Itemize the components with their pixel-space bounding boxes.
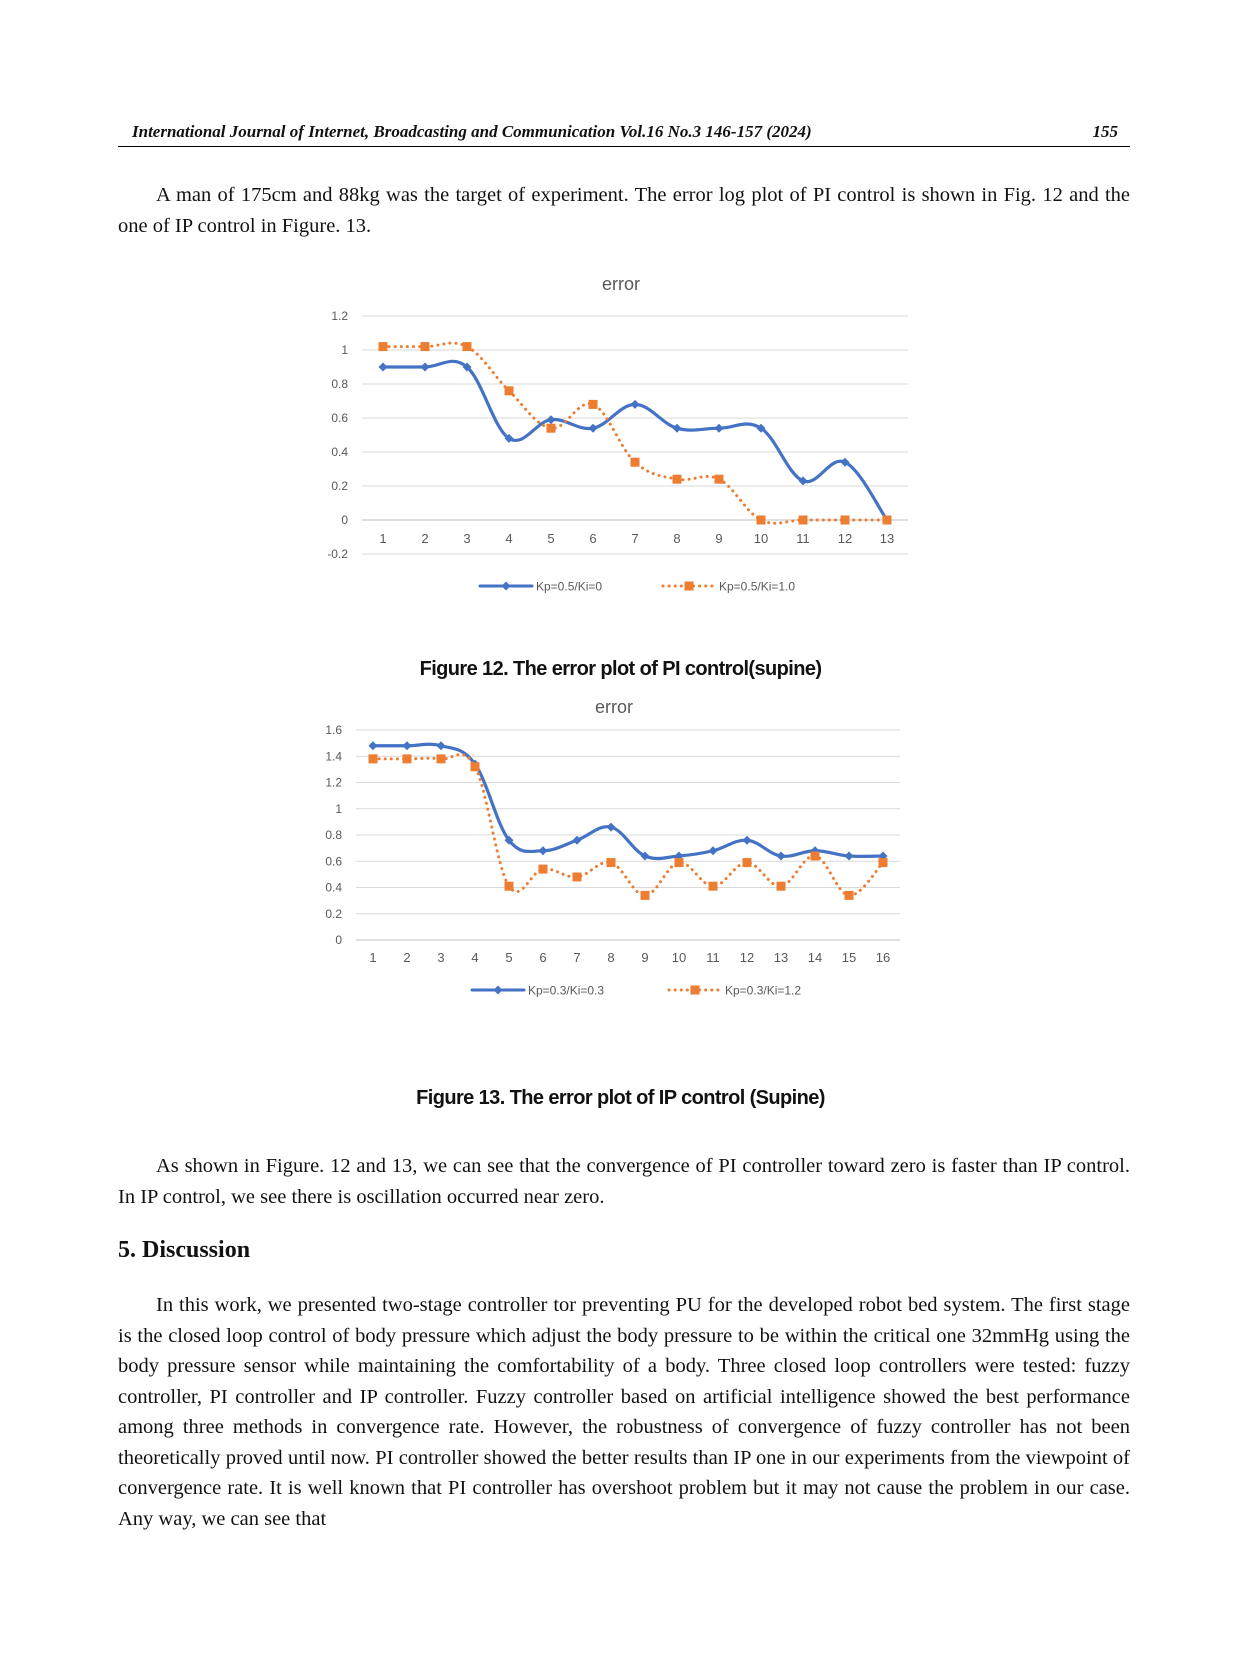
x-tick-label: 2 [421,531,429,546]
y-tick-label: 0.8 [331,377,348,391]
y-tick-label: -0.2 [327,547,348,561]
x-tick-label: 10 [671,950,687,965]
figure-13-chart [325,697,970,1072]
data-point-diamond [743,836,752,845]
data-point-square [437,754,446,763]
data-point-square [589,400,598,409]
legend-marker [691,986,700,995]
y-tick-label: 0.6 [331,411,348,425]
x-tick-label: 9 [715,531,723,546]
data-point-square [505,882,514,891]
x-tick-label: 4 [471,950,479,965]
series-line-1 [383,361,887,520]
legend-label: Kp=0.3/Ki=0.3 [528,983,605,998]
data-point-square [463,342,472,351]
x-tick-label: 14 [807,950,823,965]
data-point-square [369,754,378,763]
x-tick-label: 6 [589,531,597,546]
data-point-square [883,516,892,525]
data-point-diamond [547,415,556,424]
data-point-square [675,858,684,867]
y-tick-label: 0.4 [331,445,348,459]
legend-marker [494,986,503,995]
data-point-diamond [573,836,582,845]
x-tick-label: 8 [607,950,615,965]
x-tick-label: 2 [403,950,411,965]
discussion-paragraph [118,1290,1130,1534]
legend-marker [685,582,694,591]
x-tick-label: 7 [573,950,581,965]
x-tick-label: 10 [753,531,769,546]
results-paragraph [118,1151,1130,1212]
data-point-diamond [421,363,430,372]
x-tick-label: 7 [631,531,639,546]
figure-12-chart [327,274,970,640]
chart-title: error [601,274,641,294]
results-text: As shown in Figure. 12 and 13, we can see that the convergence of PI controller toward zero is faster than IP control. In IP control, we see there is oscillation occurred near zero. [118,1155,1130,1208]
y-tick-label: 1.2 [325,775,342,790]
data-point-square [539,865,548,874]
x-tick-label: 3 [463,531,471,546]
y-tick-label: 0 [341,513,348,527]
x-tick-label: 12 [739,950,755,965]
y-tick-label: 1 [335,801,342,816]
data-point-square [709,882,718,891]
x-tick-label: 5 [547,531,555,546]
data-point-diamond [607,823,616,832]
x-tick-label: 1 [369,950,377,965]
data-point-diamond [631,400,640,409]
x-tick-label: 13 [879,531,895,546]
x-tick-label: 6 [539,950,547,965]
legend-marker [502,582,511,591]
y-tick-label: 0.2 [325,906,342,921]
data-point-square [379,342,388,351]
y-tick-label: 0 [335,933,342,947]
journal-title: International Journal of Internet, Broadcasting and Communication Vol.16 No.3 146-157 (2024) [132,122,812,141]
x-tick-label: 9 [641,950,649,965]
x-tick-label: 11 [796,531,810,546]
legend-label: Kp=0.5/Ki=1.0 [719,579,796,594]
data-point-diamond [845,852,854,861]
data-point-diamond [589,424,598,433]
figure-12-caption: Figure 12. The error plot of PI control(supine) [419,658,822,680]
page-number: 155 [1092,122,1118,141]
data-point-square [799,516,808,525]
data-point-square [547,424,556,433]
y-tick-label: 0.6 [325,854,342,869]
legend-label: Kp=0.5/Ki=0 [536,579,603,594]
data-point-square [757,516,766,525]
data-point-square [811,852,820,861]
x-tick-label: 4 [505,531,513,546]
data-point-diamond [777,852,786,861]
data-point-square [421,342,430,351]
y-tick-label: 0.8 [325,828,342,842]
data-point-diamond [437,741,446,750]
data-point-diamond [715,424,724,433]
data-point-square [607,858,616,867]
running-header [118,118,1130,147]
y-tick-label: 0.2 [331,479,348,493]
series-line-2 [373,754,883,895]
series-line-1 [373,744,883,858]
y-tick-label: 1 [341,343,348,357]
x-tick-label: 13 [773,950,789,965]
discussion-text: In this work, we presented two-stage controller tor preventing PU for the developed robot bed system. The first stage is the closed loop control of body pressure which adjust the body pressure to be within the critical one 32mmHg using the body pressure sensor while maintaining the comfortability of a body. Three closed loop controllers were tested: fuzzy controller, PI controller and IP controller. Fuzzy controller based on artificial intelligence showed the best performance among three methods in convergence rate. However, the robustness of convergence of fuzzy controller has not been theoretically proved until now. PI controller showed the better results than IP one in our experiments from the viewpoint of convergence rate. It is well known that PI controller has overshoot problem but it may not cause the problem in our case. Any way, we can see that [118,1294,1130,1530]
data-point-square [777,882,786,891]
x-tick-label: 3 [437,950,445,965]
x-tick-label: 15 [841,950,857,965]
x-tick-label: 5 [505,950,513,965]
data-point-diamond [403,741,412,750]
x-tick-label: 8 [673,531,681,546]
y-tick-label: 0.4 [325,880,342,895]
data-point-square [631,458,640,467]
data-point-square [505,386,514,395]
x-tick-label: 12 [837,531,853,546]
y-tick-label: 1.4 [325,749,342,764]
data-point-square [879,858,888,867]
data-point-square [841,516,850,525]
y-tick-label: 1.2 [331,309,348,323]
chart-title: error [594,697,634,717]
data-point-diamond [379,363,388,372]
x-tick-label: 16 [875,950,891,965]
data-point-diamond [709,846,718,855]
legend-label: Kp=0.3/Ki=1.2 [725,983,802,998]
data-point-square [641,891,650,900]
data-point-square [743,858,752,867]
data-point-diamond [369,741,378,750]
figure-13-caption: Figure 13. The error plot of IP control (Supine) [416,1087,825,1109]
data-point-diamond [539,846,548,855]
intro-paragraph [118,180,1130,241]
data-point-square [403,754,412,763]
data-point-diamond [673,424,682,433]
data-point-square [715,475,724,484]
series-line-2 [383,343,887,523]
data-point-square [573,873,582,882]
x-tick-label: 11 [706,950,720,965]
data-point-square [673,475,682,484]
data-point-square [471,762,480,771]
y-tick-label: 1.6 [325,723,342,737]
intro-text: A man of 175cm and 88kg was the target of experiment. The error log plot of PI control is shown in Fig. 12 and the one of IP control in Figure. 13. [118,184,1130,237]
data-point-square [845,891,854,900]
section-heading-discussion: 5. Discussion [118,1237,251,1263]
x-tick-label: 1 [379,531,387,546]
